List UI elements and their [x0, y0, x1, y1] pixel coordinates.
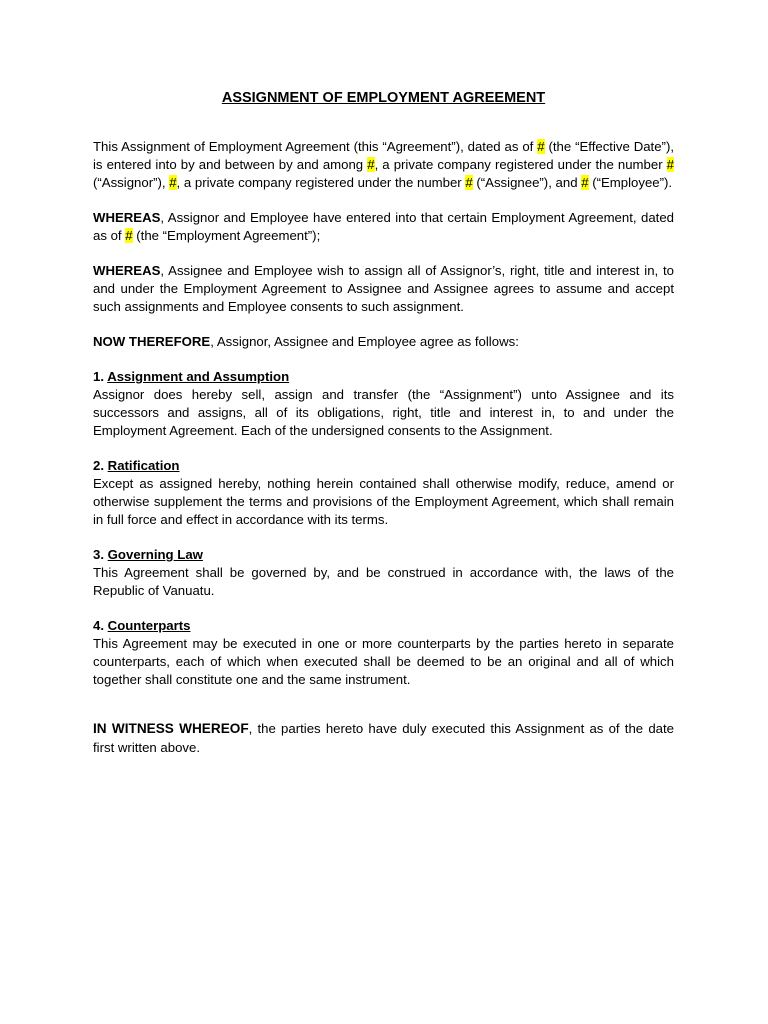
intro-text-7: (“Employee”).: [588, 175, 673, 190]
section-number: 2.: [93, 458, 108, 473]
placeholder-assignee-name: #: [169, 175, 177, 190]
placeholder-effective-date: #: [537, 139, 545, 154]
whereas-lead-2: WHEREAS: [93, 263, 161, 278]
section-4: [93, 617, 674, 689]
intro-text-3: , a private company registered under the number: [374, 157, 667, 172]
whereas-lead-1: WHEREAS: [93, 210, 161, 225]
section-heading: [93, 617, 674, 635]
intro-text-1: This Assignment of Employment Agreement (this “Agreement”), dated as of: [93, 139, 538, 154]
section-3: [93, 546, 674, 600]
section-number: 1.: [93, 369, 108, 384]
section-2: [93, 457, 674, 529]
intro-paragraph: [93, 138, 674, 192]
section-heading: [93, 368, 674, 386]
witness-lead: IN WITNESS WHEREOF: [93, 721, 249, 736]
now-therefore-lead: NOW THEREFORE: [93, 334, 211, 349]
section-body: This Agreement may be executed in one or more counterparts by the parties hereto in separate counterparts, each of which when executed shall be deemed to be an original and all of which together shall constitute one and the same instrument.: [93, 636, 674, 687]
section-1: [93, 368, 674, 440]
section-title: Governing Law: [107, 547, 203, 562]
placeholder-assignee-number: #: [465, 175, 473, 190]
section-number: 3.: [93, 547, 108, 562]
section-title: Ratification: [107, 458, 180, 473]
section-title: Counterparts: [107, 618, 191, 633]
section-number: 4.: [93, 618, 108, 633]
placeholder-assignor-name: #: [367, 157, 375, 172]
witness-text: , the parties hereto have duly executed this Assignment as of the date first written above.: [93, 721, 674, 755]
section-body: This Agreement shall be governed by, and be construed in accordance with, the laws of the Republic of Vanuatu.: [93, 565, 674, 598]
whereas-text-1b: (the “Employment Agreement”);: [132, 228, 321, 243]
now-therefore-text: , Assignor, Assignee and Employee agree as follows:: [210, 334, 519, 349]
whereas-paragraph-1: [93, 209, 674, 245]
section-title: Assignment and Assumption: [107, 369, 290, 384]
whereas-text-1a: , Assignor and Employee have entered into that certain Employment Agreement, dated as of: [93, 210, 674, 243]
intro-text-4: (“Assignor”),: [93, 175, 170, 190]
now-therefore-paragraph: [93, 333, 674, 351]
section-heading: [93, 457, 674, 475]
placeholder-assignor-number: #: [666, 157, 674, 172]
document-title: ASSIGNMENT OF EMPLOYMENT AGREEMENT: [221, 90, 546, 106]
intro-text-2: (the “Effective Date”), is entered into by and between by and among: [93, 139, 674, 172]
section-body: Except as assigned hereby, nothing herein contained shall otherwise modify, reduce, amend or otherwise supplement the terms and provisions of the Employment Agreement, which shall remain in full force and effect in accordance with its terms.: [93, 476, 674, 527]
document-page: [93, 88, 674, 757]
witness-paragraph: [93, 719, 674, 757]
intro-text-6: (“Assignee”), and: [472, 175, 582, 190]
whereas-text-2: , Assignee and Employee wish to assign all of Assignor’s, right, title and interest in, to and under the Employment Agreement to Assignee and Assignee agrees to assume and accept such assignments and Employee consents to such assignment.: [93, 263, 674, 314]
section-body: Assignor does hereby sell, assign and transfer (the “Assignment”) unto Assignee and its successors and assigns, all of its obligations, right, title and interest in, to and under the Employment Agreement. Each of the undersigned consents to the Assignment.: [93, 387, 674, 438]
placeholder-employee-name: #: [581, 175, 589, 190]
placeholder-employment-date: #: [125, 228, 133, 243]
intro-text-5: , a private company registered under the number: [176, 175, 466, 190]
whereas-paragraph-2: [93, 262, 674, 316]
section-heading: [93, 546, 674, 564]
